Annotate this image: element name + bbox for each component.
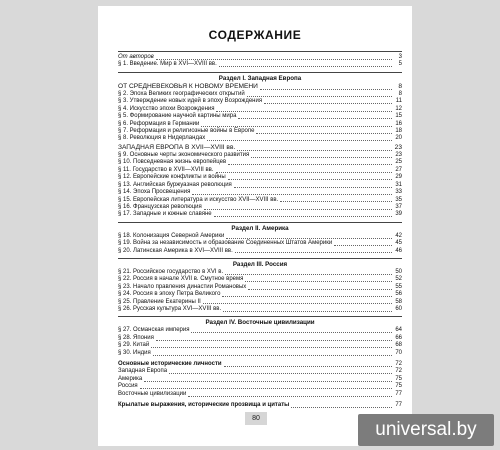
toc-entry[interactable]: § 23. Начало правления династии Романовых 55 xyxy=(118,283,402,290)
toc-entry[interactable]: Восточные цивилизации 77 xyxy=(118,390,402,397)
toc-entry[interactable]: § 26. Русская культура XVI—XVIII вв. 60 xyxy=(118,305,402,312)
toc-entry[interactable]: § 12. Европейские конфликты и войны 29 xyxy=(118,174,402,181)
toc-entry[interactable]: § 27. Османская империя 64 xyxy=(118,327,402,334)
toc-entry[interactable]: § 13. Английская буржуазная революция 31 xyxy=(118,181,402,188)
toc-entry[interactable]: § 9. Основные черты экономического развития 23 xyxy=(118,152,402,159)
toc-entry[interactable]: § 4. Искусство эпохи Возрождения 12 xyxy=(118,105,402,112)
toc-entry[interactable]: § 15. Европейская литература и искусство XVII—XVIII вв. 35 xyxy=(118,196,402,203)
toc-entry[interactable]: § 3. Утверждение новых идей в эпоху Возрождения 11 xyxy=(118,98,402,105)
toc-entry[interactable]: § 17. Западные и южные славяне 39 xyxy=(118,211,402,218)
divider xyxy=(118,222,402,223)
toc-entry[interactable]: § 10. Повседневная жизнь европейцев 25 xyxy=(118,159,402,166)
page-title: СОДЕРЖАНИЕ xyxy=(208,28,302,42)
page-number: 80 xyxy=(245,412,267,425)
book-page xyxy=(98,6,412,446)
toc-entry[interactable]: § 18. Колонизация Северной Америки 42 xyxy=(118,232,402,239)
toc-entry[interactable]: § 24. Россия в эпоху Петра Великого 56 xyxy=(118,291,402,298)
toc-entry[interactable]: § 29. Китай 68 xyxy=(118,342,402,349)
toc-entry[interactable]: § 8. Революция в Нидерландах 20 xyxy=(118,135,402,142)
toc-heading[interactable]: Крылатые выражения, исторические прозвища и цитаты 77 xyxy=(118,402,402,409)
toc-subsection[interactable]: ОТ СРЕДНЕВЕКОВЬЯ К НОВОМУ ВРЕМЕНИ 8 xyxy=(118,82,402,90)
divider xyxy=(118,72,402,73)
toc-entry[interactable]: § 2. Эпоха Великих географических открытий 8 xyxy=(118,91,402,98)
divider xyxy=(118,316,402,317)
toc-entry[interactable]: Россия 75 xyxy=(118,383,402,390)
toc-heading[interactable]: Основные исторические личности 72 xyxy=(118,361,402,367)
toc-entry[interactable]: § 6. Реформация в Германии 16 xyxy=(118,120,402,127)
toc-entry[interactable]: От авторов 3 xyxy=(118,54,402,60)
toc-entry[interactable]: Америка 75 xyxy=(118,375,402,382)
table-of-contents xyxy=(118,48,402,409)
toc-subsection[interactable]: ЗАПАДНАЯ ЕВРОПА В XVII—XVIII вв. 23 xyxy=(118,143,402,151)
toc-entry[interactable]: § 30. Индия 70 xyxy=(118,349,402,356)
toc-entry[interactable]: § 7. Реформация и религиозные войны в Европе 18 xyxy=(118,128,402,135)
toc-entry[interactable]: § 25. Правление Екатерины II 58 xyxy=(118,298,402,305)
toc-entry[interactable]: § 1. Введение. Мир в XVI—XVIII вв. 5 xyxy=(118,61,402,68)
toc-entry[interactable]: § 21. Российское государство в XVI в. 50 xyxy=(118,268,402,275)
divider xyxy=(118,258,402,259)
watermark-logo: universal.by xyxy=(358,414,494,446)
toc-entry[interactable]: § 22. Россия в начале XVII в. Смутное время 52 xyxy=(118,276,402,283)
toc-entry[interactable]: § 16. Французская революция 37 xyxy=(118,203,402,210)
toc-entry[interactable]: § 20. Латинская Америка в XVI—XVIII вв. 46 xyxy=(118,247,402,254)
toc-entry[interactable]: § 5. Формирование научной картины мира 15 xyxy=(118,113,402,120)
toc-entry[interactable]: Западная Европа 72 xyxy=(118,368,402,375)
toc-entry[interactable]: § 28. Япония 66 xyxy=(118,334,402,341)
section-title: Раздел IV. Восточные цивилизации xyxy=(205,319,315,327)
section-title: Раздел I. Западная Европа xyxy=(218,74,302,82)
toc-entry[interactable]: § 11. Государство в XVII—XVIII вв. 27 xyxy=(118,166,402,173)
toc-entry[interactable]: § 19. Война за независимость и образование Соединенных Штатов Америки 45 xyxy=(118,240,402,247)
toc-entry[interactable]: § 14. Эпоха Просвещения 33 xyxy=(118,189,402,196)
divider xyxy=(118,51,402,52)
section-title: Раздел II. Америка xyxy=(231,224,289,232)
section-title: Раздел III. Россия xyxy=(232,260,288,268)
